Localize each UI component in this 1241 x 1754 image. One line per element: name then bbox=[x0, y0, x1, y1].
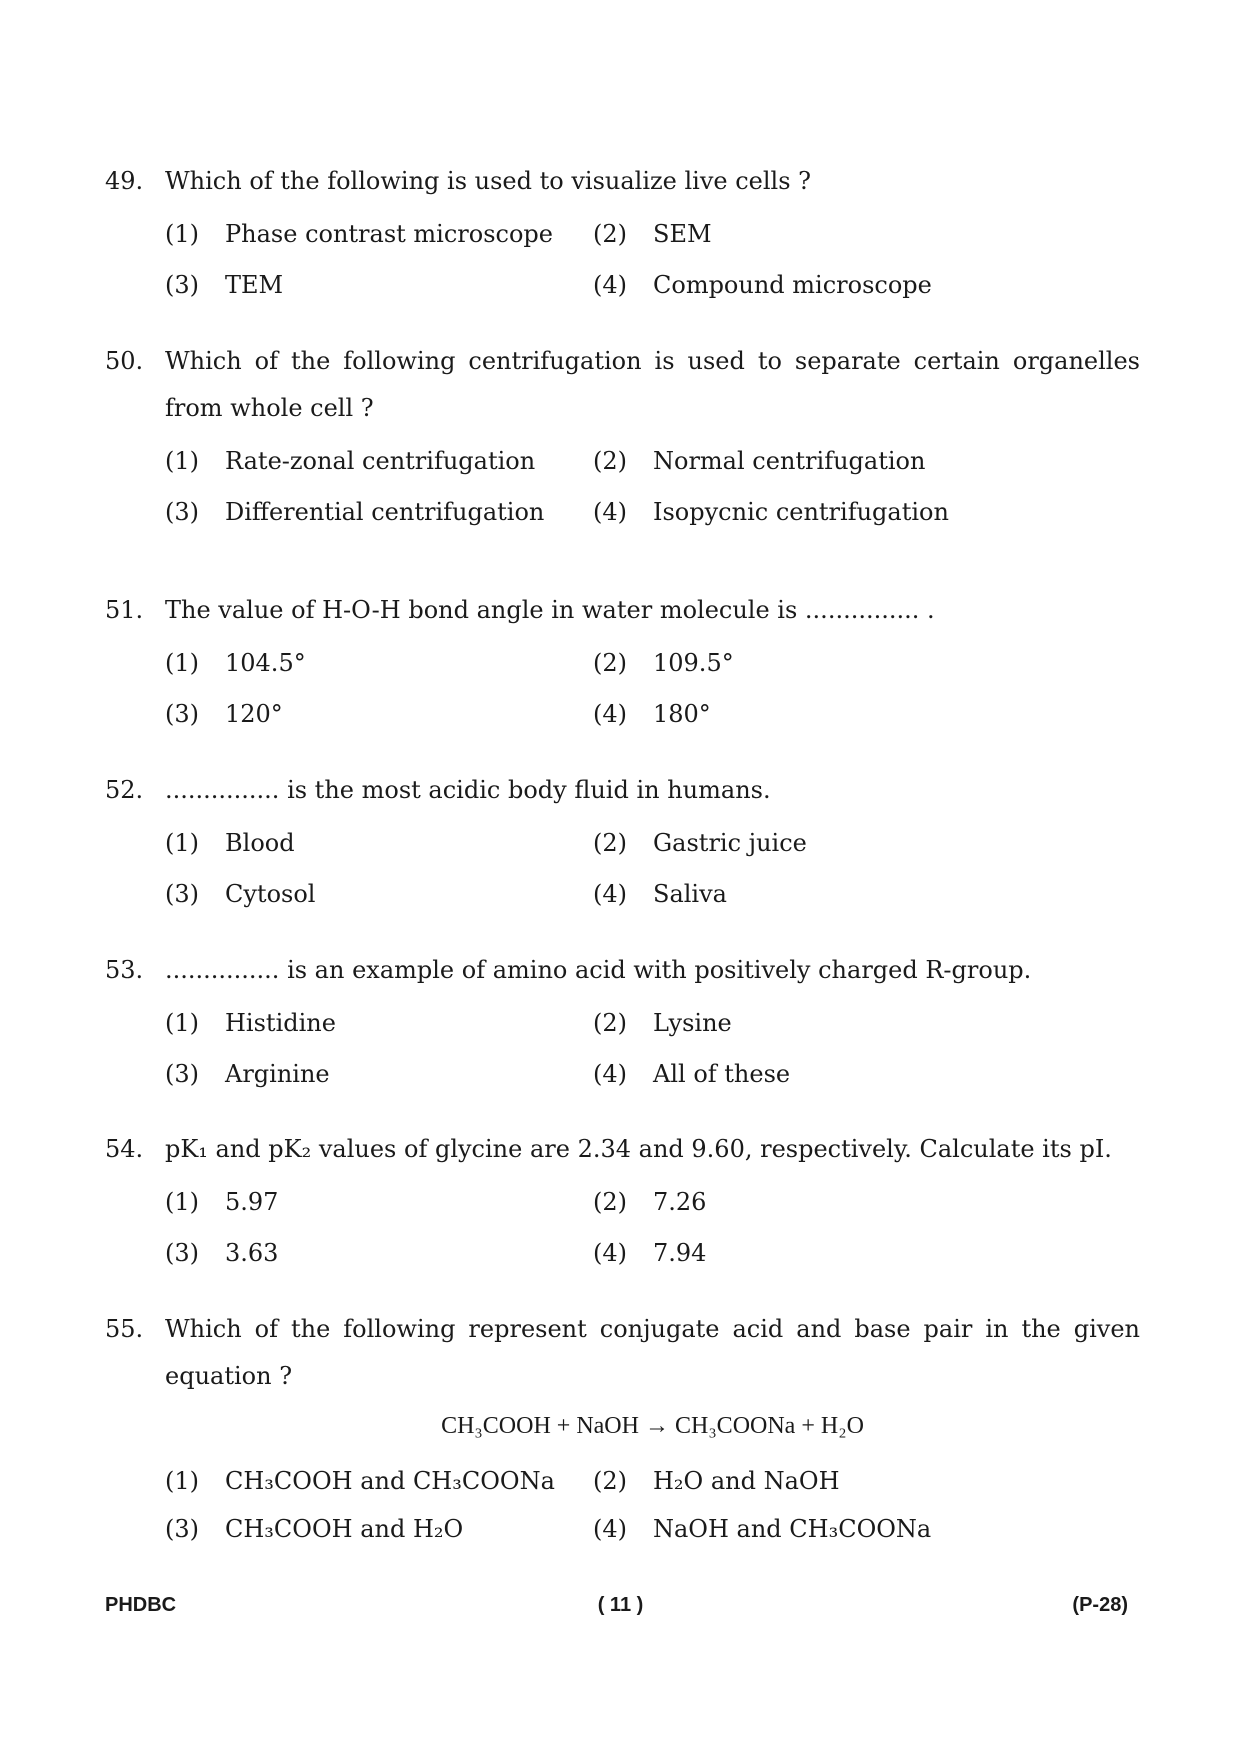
option-4[interactable]: (4) Isopycnic centrifugation bbox=[593, 498, 949, 526]
question-49 bbox=[105, 158, 1140, 307]
option-1[interactable]: (1) Histidine bbox=[165, 1009, 336, 1037]
option-4[interactable]: (4) All of these bbox=[593, 1060, 791, 1088]
option-3[interactable]: (3) TEM bbox=[165, 271, 284, 299]
option-2[interactable]: (2) Lysine bbox=[593, 1009, 732, 1037]
question-51 bbox=[105, 587, 1140, 736]
option-3[interactable]: (3) CH₃COOH and H₂O bbox=[165, 1515, 464, 1543]
option-1[interactable]: (1) CH₃COOH and CH₃COONa bbox=[165, 1467, 555, 1495]
option-2[interactable]: (2) H₂O and NaOH bbox=[593, 1467, 840, 1495]
option-4[interactable]: (4) Compound microscope bbox=[593, 271, 932, 299]
options bbox=[165, 205, 1140, 307]
option-4[interactable]: (4) NaOH and CH₃COONa bbox=[593, 1515, 932, 1543]
option-2[interactable]: (2) SEM bbox=[593, 220, 712, 248]
option-1[interactable]: (1) Phase contrast microscope bbox=[165, 220, 553, 248]
page-footer bbox=[0, 1594, 1241, 1624]
option-1[interactable]: (1) 5.97 bbox=[165, 1188, 279, 1216]
option-1[interactable]: (1) Rate-zonal centrifugation bbox=[165, 447, 536, 475]
question-number: 51. bbox=[105, 596, 144, 624]
set-code: (P-28) bbox=[1072, 1594, 1128, 1616]
options bbox=[165, 994, 1140, 1096]
option-4[interactable]: (4) Saliva bbox=[593, 880, 727, 908]
question-number: 55. bbox=[105, 1315, 144, 1343]
option-3[interactable]: (3) Arginine bbox=[165, 1060, 330, 1088]
question-text: Which of the following represent conjugate acid and base pair in the given equation ? bbox=[165, 1315, 1140, 1390]
option-1[interactable]: (1) 104.5° bbox=[165, 649, 306, 677]
option-2[interactable]: (2) Normal centrifugation bbox=[593, 447, 926, 475]
options bbox=[165, 1452, 1140, 1548]
question-text: pK₁ and pK₂ values of glycine are 2.34 and 9.60, respectively. Calculate its pI. bbox=[165, 1135, 1112, 1163]
page-number: ( 11 ) bbox=[597, 1594, 644, 1616]
question-number: 49. bbox=[105, 167, 144, 195]
options bbox=[165, 432, 1140, 534]
option-3[interactable]: (3) Cytosol bbox=[165, 880, 316, 908]
question-53 bbox=[105, 947, 1140, 1096]
question-text: Which of the following is used to visualize live cells ? bbox=[165, 167, 812, 195]
question-text: ............... is the most acidic body fluid in humans. bbox=[165, 776, 771, 804]
options bbox=[165, 814, 1140, 916]
question-text: Which of the following centrifugation is used to separate certain organelles from whole cell ? bbox=[165, 347, 1140, 422]
option-3[interactable]: (3) 120° bbox=[165, 700, 283, 728]
question-55 bbox=[105, 1306, 1140, 1548]
question-52 bbox=[105, 767, 1140, 916]
question-text: The value of H-O-H bond angle in water molecule is ............... . bbox=[165, 596, 935, 624]
chemical-equation: CH₃COOH + NaOH → CH₃COONa + H₂O bbox=[441, 1413, 864, 1439]
question-54 bbox=[105, 1126, 1140, 1275]
paper-code: PHDBC bbox=[105, 1594, 177, 1616]
option-3[interactable]: (3) Differential centrifugation bbox=[165, 498, 545, 526]
option-4[interactable]: (4) 7.94 bbox=[593, 1239, 707, 1267]
option-4[interactable]: (4) 180° bbox=[593, 700, 711, 728]
options bbox=[165, 634, 1140, 736]
question-50 bbox=[105, 338, 1140, 534]
option-2[interactable]: (2) Gastric juice bbox=[593, 829, 807, 857]
option-3[interactable]: (3) 3.63 bbox=[165, 1239, 279, 1267]
option-2[interactable]: (2) 7.26 bbox=[593, 1188, 707, 1216]
question-number: 50. bbox=[105, 347, 144, 375]
question-text: ............... is an example of amino acid with positively charged R-group. bbox=[165, 956, 1032, 984]
option-2[interactable]: (2) 109.5° bbox=[593, 649, 734, 677]
options bbox=[165, 1173, 1140, 1275]
question-number: 52. bbox=[105, 776, 144, 804]
option-1[interactable]: (1) Blood bbox=[165, 829, 295, 857]
question-number: 53. bbox=[105, 956, 144, 984]
question-number: 54. bbox=[105, 1135, 144, 1163]
